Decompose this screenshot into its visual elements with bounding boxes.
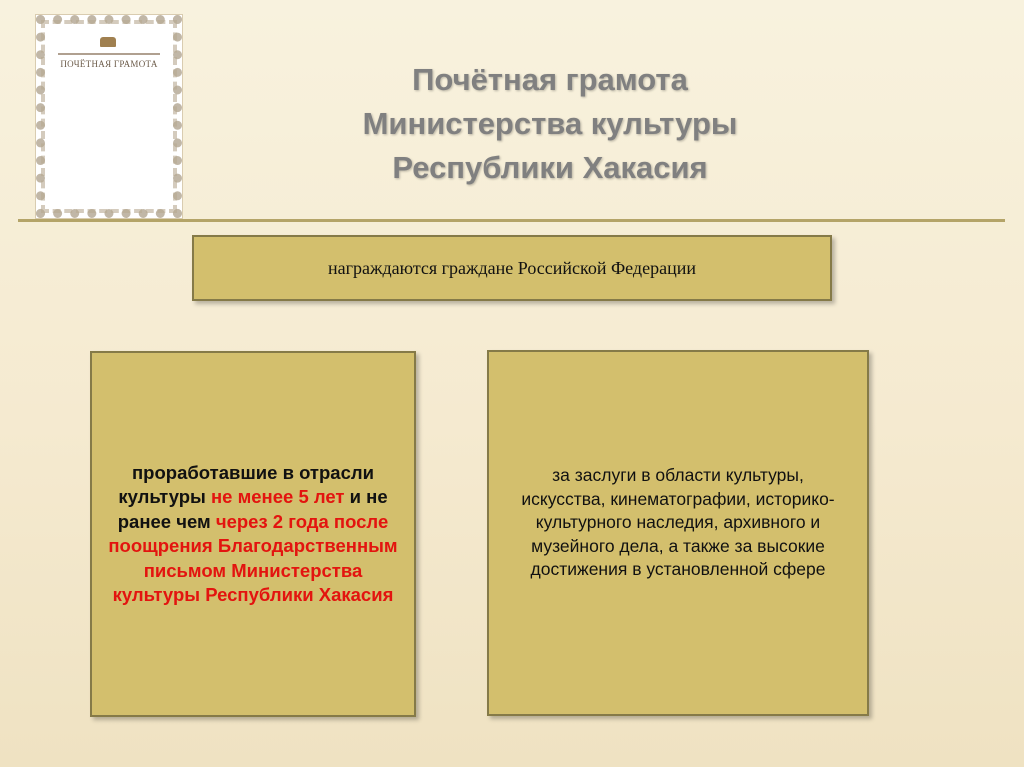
ornament-border-inner xyxy=(41,20,177,213)
slide-title xyxy=(300,58,800,190)
criteria-box-merits xyxy=(487,350,869,716)
highlight-text: не менее 5 лет xyxy=(210,486,345,507)
certificate-subtitle-line xyxy=(58,53,160,55)
text-part: проработавшие в отрасли культуры xyxy=(118,461,374,507)
criteria-service-text xyxy=(100,461,406,608)
emblem-icon xyxy=(100,37,116,47)
recipients-box xyxy=(192,235,832,301)
highlight-text: через 2 года после поощрения Благодарственным письмом Министерства культуры Республики Хакасия xyxy=(108,510,398,605)
criteria-merits-text: за заслуги в области культуры, искусства, кинематографии, историко-культурного наследия, архивного и музейного дела, а также за высокие достижения в установленной сфере xyxy=(521,465,835,580)
text-part: и не ранее чем xyxy=(117,486,388,532)
criteria-box-service xyxy=(90,351,416,717)
divider xyxy=(18,219,1005,222)
title-line-1: Почётная грамота xyxy=(412,62,688,97)
certificate-heading: ПОЧЁТНАЯ ГРАМОТА xyxy=(60,59,158,69)
certificate-image xyxy=(36,15,182,218)
recipients-text: награждаются граждане Российской Федерации xyxy=(328,257,696,278)
title-line-3: Республики Хакасия xyxy=(392,150,708,185)
title-line-2: Министерства культуры xyxy=(362,106,738,141)
